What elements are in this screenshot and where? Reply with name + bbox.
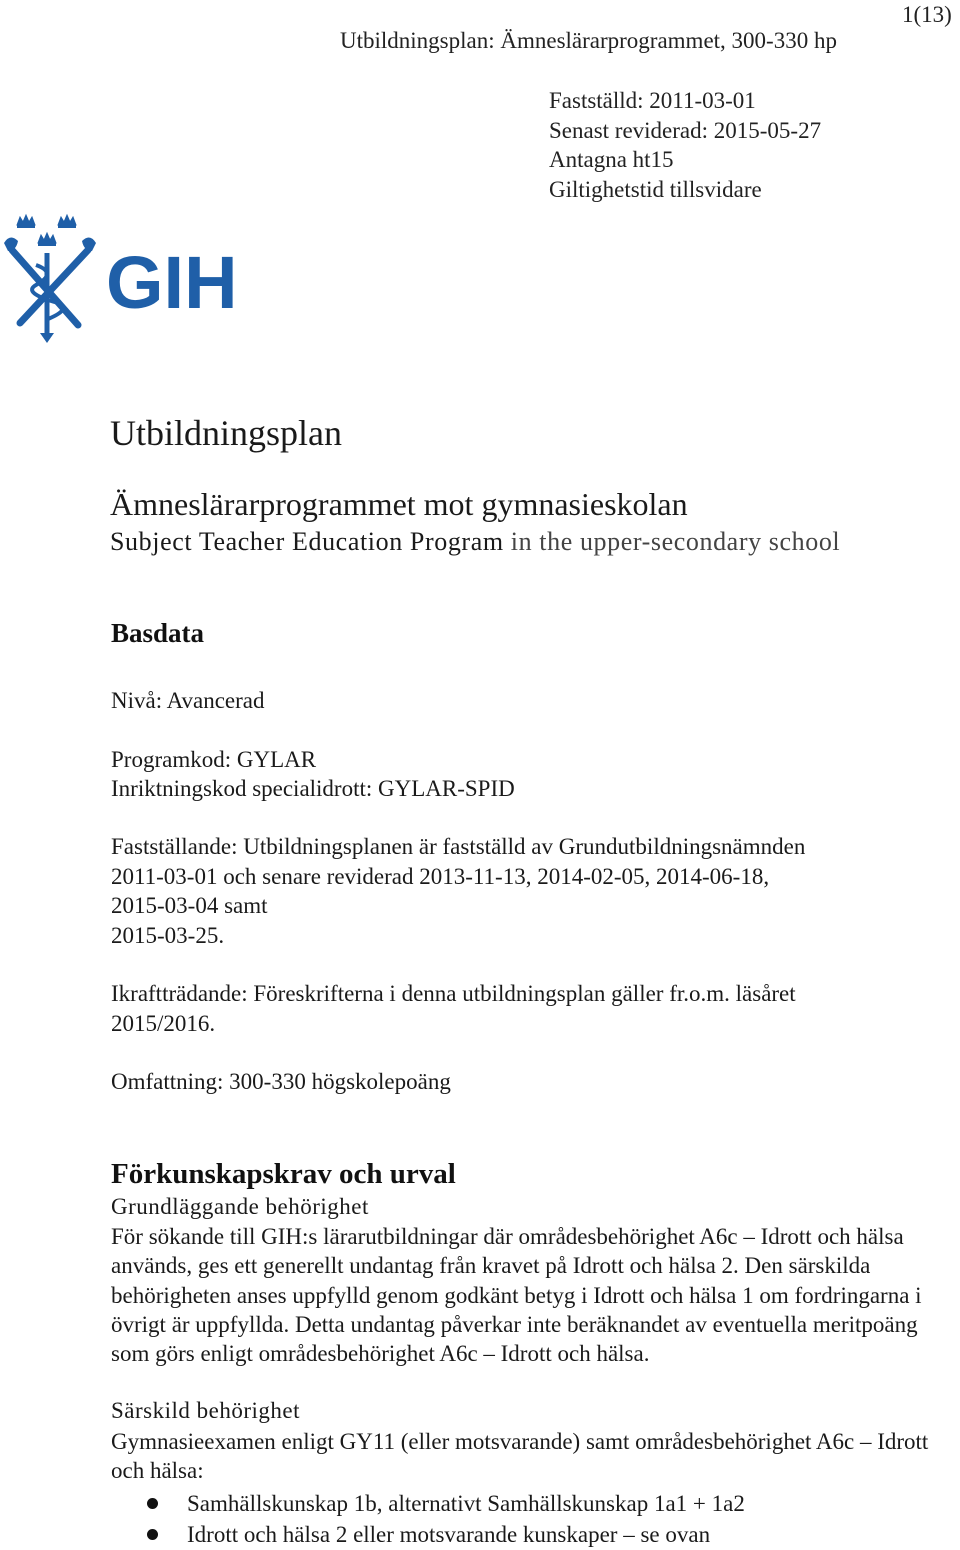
grund-behorighet-paragraph: För sökande till GIH:s lärarutbildningar där områdesbehörighet A6c – Idrott och hälsa används, ges ett generellt undantag från kravet på Idrott och hälsa 2. Den särskilda behörigheten anses uppfylld genom godkänt betyg i Idrott och hälsa 1 om fordringarna i övrigt är uppfyllda. Detta undantag påverkar inte beräknandet av eventuella meritpoäng som görs enligt områdesbehörighet A6c – Idrott och hälsa. xyxy=(111,1224,922,1367)
faststallande-line: Fastställande: Utbildningsplanen är fastställd av Grundutbildningsnämnden xyxy=(111,834,806,859)
list-item: Samhällskunskap 1b, alternativt Samhällskunskap 1a1 + 1a2 xyxy=(145,1488,745,1519)
basdata-programkod: Programkod: GYLAR xyxy=(111,747,317,772)
meta-antagna: Antagna ht15 xyxy=(549,147,674,172)
gih-logo xyxy=(0,205,250,345)
faststallande-line: 2015-03-04 samt xyxy=(111,893,268,918)
bullet-icon xyxy=(147,1498,158,1509)
crown-icon xyxy=(17,215,35,228)
basdata-heading: Basdata xyxy=(111,618,205,648)
grund-behorighet-text xyxy=(111,1222,956,1368)
forkunskap-heading: Förkunskapskrav och urval xyxy=(111,1158,456,1190)
crown-icon xyxy=(58,215,76,228)
page-number: 1(13) xyxy=(902,2,952,27)
basdata-inriktningskod: Inriktningskod specialidrott: GYLAR-SPID xyxy=(111,776,515,801)
running-title: Utbildningsplan: Ämneslärarprogrammet, 300-330 hp xyxy=(340,28,837,53)
program-name-sv: Ämneslärarprogrammet mot gymnasieskolan xyxy=(110,486,688,522)
basdata-ikrafttradande xyxy=(111,979,796,1038)
basdata-niva: Nivå: Avancerad xyxy=(111,688,265,713)
program-name-en xyxy=(110,527,840,557)
sarskild-behorighet-list xyxy=(145,1488,745,1550)
gih-crest-icon xyxy=(0,205,250,345)
grund-behorighet-heading: Grundläggande behörighet xyxy=(111,1194,369,1219)
sarskild-behorighet-heading: Särskild behörighet xyxy=(111,1398,300,1423)
meta-reviderad: Senast reviderad: 2015-05-27 xyxy=(549,117,822,143)
logo-wordmark: GIH xyxy=(106,241,238,324)
program-name-en-b: in the upper-secondary school xyxy=(503,527,841,556)
crown-icon xyxy=(38,233,56,246)
faststallande-line: 2015-03-25. xyxy=(111,922,225,948)
page-title: Utbildningsplan xyxy=(110,413,342,453)
meta-giltighet: Giltighetstid tillsvidare xyxy=(549,176,762,202)
bullet-icon xyxy=(147,1529,158,1540)
faststallande-line: 2011-03-01 och senare reviderad 2013-11-13, 2014-02-05, 2014-06-18, xyxy=(111,863,770,889)
ikrafttradande-line: Ikraftträdande: Föreskrifterna i denna utbildningsplan gäller fr.o.m. läsåret xyxy=(111,981,796,1006)
basdata-faststallande xyxy=(111,832,805,950)
sarskild-behorighet-text xyxy=(111,1427,956,1486)
basdata-omfattning: Omfattning: 300-330 högskolepoäng xyxy=(111,1069,451,1094)
meta-faststalld: Fastställd: 2011-03-01 xyxy=(549,88,756,113)
document-meta xyxy=(549,86,821,204)
program-name-en-a: Subject Teacher Education Program xyxy=(110,527,504,556)
ikrafttradande-line: 2015/2016. xyxy=(111,1010,216,1036)
list-item: Idrott och hälsa 2 eller motsvarande kunskaper – se ovan xyxy=(145,1519,745,1550)
sarskild-behorighet-paragraph: Gymnasieexamen enligt GY11 (eller motsvarande) samt områdesbehörighet A6c – Idrott och hälsa: xyxy=(111,1429,929,1484)
